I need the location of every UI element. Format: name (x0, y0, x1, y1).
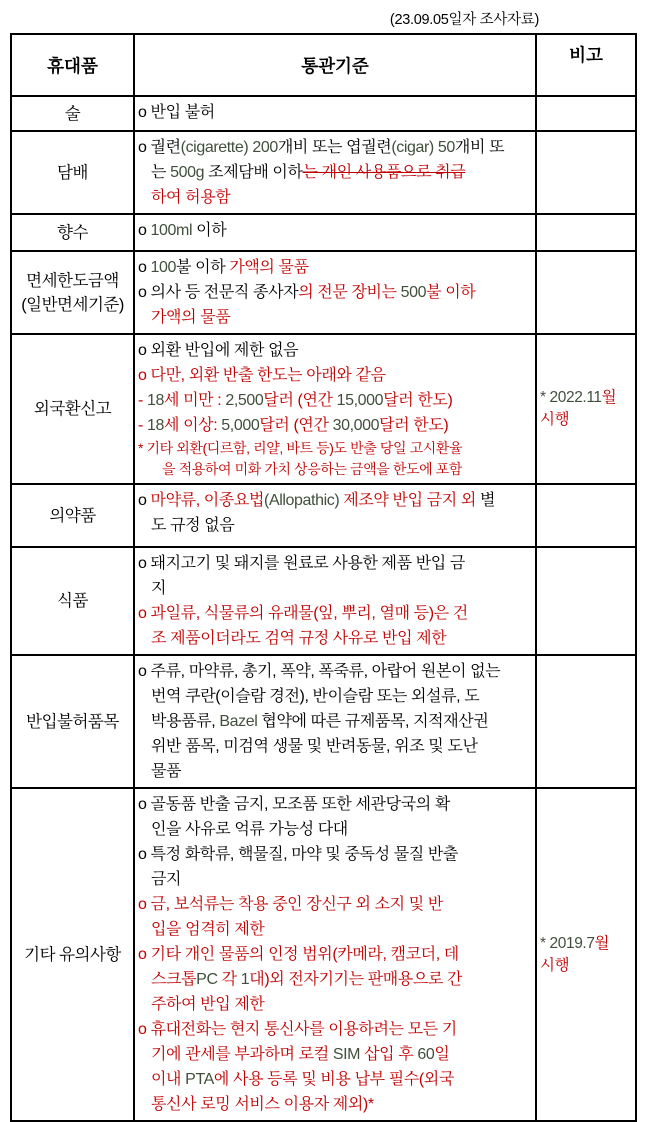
text-segment: Bazel (219, 713, 258, 730)
text-line (138, 255, 534, 280)
remark-cell (536, 96, 636, 131)
text-segment: 을 적용하여 미화 가치 상응하는 금액을 한도에 포함 (162, 461, 463, 477)
table-header (11, 34, 636, 96)
text-segment: PTA (185, 1071, 214, 1088)
text-line (138, 160, 534, 185)
text-segment: 시행 (540, 411, 570, 428)
text-segment: o 금, 보석류는 착용 중인 장신구 외 소지 및 반 (138, 896, 443, 913)
header-item-column: 휴대품 (11, 34, 134, 96)
text-line (138, 413, 534, 438)
text-segment: 하여 허용함 (151, 189, 231, 206)
text-segment: (cigar) 50 (391, 139, 455, 156)
text-segment: 지 (151, 580, 167, 597)
text-segment: o 골동품 반출 금지, 모조품 또한 세관당국의 확 (138, 796, 450, 813)
text-segment: (cigarette) 200 (180, 139, 278, 156)
text-line (138, 100, 534, 125)
text-segment: 달러 (연간 (259, 417, 333, 434)
text-segment: 번역 쿠란(이슬람 경전), 반이슬람 또는 외설류, 도 (151, 688, 480, 705)
remark-cell (536, 655, 636, 788)
text-segment: o 주류, 마약류, 총기, 폭약, 폭죽류, 아랍어 원본이 없는 (138, 663, 501, 680)
text-line (138, 135, 534, 160)
text-line (138, 942, 534, 967)
text-segment: 제조약 반입 금지 외 (339, 492, 476, 509)
text-line (138, 438, 534, 459)
criteria-cell (134, 214, 536, 251)
text-segment: 개비 또는 엽궐련 (277, 139, 392, 156)
item-label: 향수 (57, 223, 88, 242)
item-label: 반입불허품목 (26, 712, 119, 731)
text-line (540, 409, 634, 431)
item-label: 식품 (57, 592, 88, 610)
text-line (138, 551, 534, 576)
text-line (138, 576, 534, 601)
text-segment: o 외환 반입에 제한 없음 (138, 342, 299, 359)
text-segment: 월 (594, 934, 610, 952)
text-segment: o 돼지고기 및 돼지를 원료로 사용한 제품 반입 금 (138, 555, 465, 572)
text-line (138, 218, 534, 243)
text-segment: 달러 한도) (379, 417, 449, 434)
item-label: (일반면세기준) (21, 295, 124, 314)
table-row (11, 484, 636, 547)
text-line (540, 955, 634, 977)
text-segment: 조제담배 이하 (204, 164, 303, 181)
table-row (11, 131, 636, 214)
text-segment: - (138, 417, 147, 434)
text-segment: 에 사용 등록 및 비용 납부 필수(외국 (213, 1071, 454, 1088)
text-segment: 도 규정 없음 (151, 517, 235, 534)
text-line (138, 280, 534, 305)
text-segment: 불 이하 (426, 284, 476, 301)
text-segment: 500 (400, 284, 427, 301)
text-line (138, 917, 534, 942)
text-segment: 입을 엄격히 제한 (151, 921, 265, 938)
text-segment: 개비 또 (454, 139, 505, 156)
text-line (138, 305, 534, 330)
item-cell (11, 547, 134, 655)
text-segment: 는 개인 사용품으로 취급 (302, 164, 466, 181)
item-cell (11, 96, 134, 131)
text-line (138, 709, 534, 734)
text-line (138, 185, 534, 210)
item-label: 기타 유의사항 (24, 945, 121, 964)
text-segment: 불 이하 (176, 259, 230, 276)
text-segment: PC (196, 971, 218, 988)
item-label: 면세한도금액 (26, 271, 119, 290)
text-line (138, 626, 534, 651)
text-segment: 인을 사유로 억류 가능성 다대 (151, 821, 348, 838)
text-segment: o (138, 259, 151, 276)
text-segment: 500g (170, 164, 205, 181)
text-segment: 2,500 (225, 392, 264, 409)
text-segment: 달러 (연간 (263, 392, 337, 409)
remark-cell (536, 131, 636, 214)
text-line (138, 513, 534, 538)
text-line (138, 488, 534, 513)
item-cell (11, 131, 134, 214)
text-line (138, 734, 534, 759)
criteria-cell (134, 131, 536, 214)
text-segment: 18 (146, 392, 164, 409)
text-segment: o 특정 화학류, 핵물질, 마약 및 중독성 물질 반출 (138, 846, 458, 863)
item-label: 외국환신고 (33, 400, 112, 418)
text-segment: 시행 (540, 956, 570, 974)
text-line (138, 1067, 534, 1092)
item-cell (11, 655, 134, 788)
text-line (138, 388, 534, 413)
item-cell (11, 788, 134, 1121)
text-segment: 달러 한도) (383, 392, 453, 409)
text-segment: o 의사 등 전문직 종사자 (138, 284, 299, 301)
text-segment: 15,000 (336, 392, 384, 409)
text-line (138, 892, 534, 917)
text-segment: 5,000 (221, 417, 260, 434)
text-segment: 월 (601, 389, 617, 406)
text-segment: 이내 (151, 1071, 186, 1088)
criteria-cell (134, 484, 536, 547)
text-line (138, 817, 534, 842)
text-line (138, 459, 534, 480)
text-segment: (Allopathic) (264, 492, 340, 509)
criteria-cell (134, 251, 536, 334)
text-segment: o (138, 222, 151, 239)
text-segment: 마약류, 이종요법 (150, 492, 265, 509)
text-segment: 100ml (150, 222, 193, 239)
text-line (138, 867, 534, 892)
text-line (138, 684, 534, 709)
table-row (11, 251, 636, 334)
criteria-cell (134, 547, 536, 655)
text-segment: * 2022.11 (540, 389, 602, 406)
text-line (138, 967, 534, 992)
text-segment: 주하여 반입 제한 (151, 996, 265, 1013)
text-segment: o 과일류, 식물류의 유래물(잎, 뿌리, 열매 등)은 건 (138, 605, 468, 622)
criteria-cell (134, 96, 536, 131)
remark-cell (536, 484, 636, 547)
text-segment: - (138, 392, 147, 409)
text-segment: 박용품류, (151, 713, 220, 730)
text-segment: 18 (146, 417, 164, 434)
text-segment: 각 (217, 971, 241, 988)
remark-cell (536, 214, 636, 251)
item-cell (11, 251, 134, 334)
header-criteria-column: 통관기준 (134, 34, 536, 96)
criteria-cell (134, 788, 536, 1121)
text-line (138, 659, 534, 684)
text-segment: SIM (332, 1046, 361, 1063)
text-segment: 가액의 물품 (229, 259, 309, 276)
text-segment: o 다만, 외환 반출 한도는 아래와 같음 (138, 367, 386, 384)
item-cell (11, 484, 134, 547)
text-line (138, 759, 534, 784)
text-line (138, 601, 534, 626)
text-segment: 기에 관세를 부과하며 로컬 (151, 1046, 333, 1063)
text-segment: 대)외 전자기기는 판매용으로 간 (249, 971, 463, 988)
survey-date-caption: (23.09.05일자 조사자료) (389, 12, 539, 28)
text-line (138, 363, 534, 388)
remark-cell (536, 251, 636, 334)
criteria-cell (134, 334, 536, 484)
header-row (11, 34, 636, 96)
text-segment: 삽입 후 (360, 1046, 418, 1063)
item-label: 의약품 (49, 506, 96, 525)
text-line (138, 992, 534, 1017)
text-segment: * 2019.7 (540, 934, 595, 952)
text-segment: o 반입 불허 (138, 104, 215, 121)
item-cell (11, 334, 134, 484)
item-label: 담배 (57, 163, 88, 182)
text-line (138, 338, 534, 363)
table-row (11, 214, 636, 251)
text-segment: 100 (150, 259, 177, 276)
text-segment: 일 (434, 1046, 450, 1063)
text-segment: 별 (475, 492, 496, 509)
text-line (138, 842, 534, 867)
text-segment: 물품 (151, 763, 182, 780)
text-segment: o (138, 492, 151, 509)
text-line (138, 1017, 534, 1042)
text-segment: 세 미만 : (163, 392, 226, 409)
criteria-cell (134, 655, 536, 788)
text-line (138, 1042, 534, 1067)
text-segment: 60 (417, 1046, 435, 1063)
text-segment: 금지 (151, 871, 182, 888)
text-line (540, 933, 634, 955)
customs-regulations-table (10, 33, 637, 1122)
item-label: 술 (64, 104, 81, 123)
text-segment: 스크톱 (151, 971, 197, 988)
text-line (138, 1092, 534, 1117)
text-segment: 1 (240, 971, 250, 988)
text-segment: 는 (151, 164, 171, 181)
text-segment: 위반 품목, 미검역 생물 및 반려동물, 위조 및 도난 (151, 738, 478, 755)
table-row (11, 334, 636, 484)
remark-cell (536, 547, 636, 655)
remark-cell (536, 334, 636, 484)
text-segment: 통신사 로밍 서비스 이용자 제외)* (151, 1096, 374, 1113)
table-row (11, 547, 636, 655)
text-segment: 세 이상: (163, 417, 222, 434)
text-line (138, 792, 534, 817)
table-row (11, 788, 636, 1121)
text-segment: 협약에 따른 규제품목, 지적재산권 (257, 713, 489, 730)
header-remark-column: 비고 (536, 34, 636, 96)
text-line (540, 387, 634, 409)
table-row (11, 96, 636, 131)
item-cell (11, 214, 134, 251)
text-segment: * 기타 외환(디르함, 리얄, 바트 등)도 반출 당일 고시환율 (138, 440, 463, 456)
text-segment: o 궐련 (138, 139, 181, 156)
table-body (11, 96, 636, 1121)
text-segment: 이하 (192, 222, 227, 239)
remark-cell (536, 788, 636, 1121)
table-row (11, 655, 636, 788)
text-segment: 30,000 (332, 417, 380, 434)
text-segment: 의 전문 장비는 (298, 284, 401, 301)
text-segment: o 휴대전화는 현지 통신사를 이용하려는 모든 기 (138, 1021, 457, 1038)
text-segment: 조 제품이더라도 검역 규정 사유로 반입 제한 (151, 630, 447, 647)
text-segment: o 기타 개인 물품의 인정 범위(카메라, 캠코더, 데 (138, 946, 459, 963)
text-segment: 가액의 물품 (151, 309, 231, 326)
